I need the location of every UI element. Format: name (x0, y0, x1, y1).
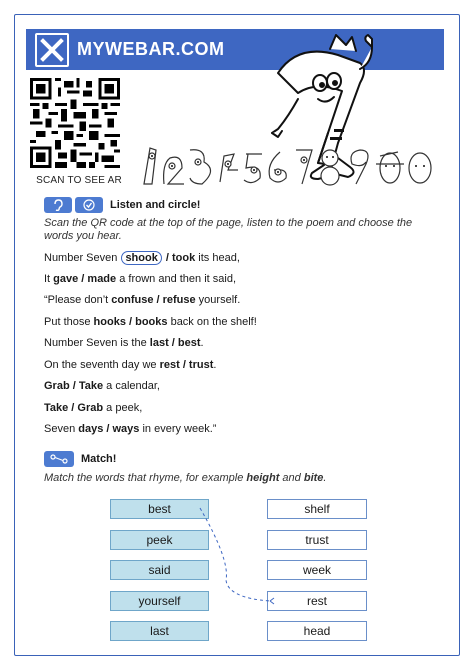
match-left-word[interactable]: yourself (110, 591, 209, 611)
poem-line (44, 423, 216, 435)
match-right-word[interactable]: rest (267, 591, 367, 611)
match-section-header (44, 451, 116, 467)
match-instruction (44, 472, 326, 485)
poem-text: “Please don’t (44, 294, 112, 306)
word-choice-options[interactable]: rest / trust (159, 358, 214, 371)
listen-title: Listen and circle! (110, 199, 201, 211)
poem-text: back on the shelf! (167, 315, 257, 328)
poem-text: yourself. (195, 294, 241, 306)
word-choice-options[interactable]: gave / made (53, 272, 117, 285)
match-instruction-end: . (323, 472, 327, 484)
poem-line (44, 316, 257, 328)
ear-icon (44, 197, 72, 213)
poem-text: in every week.” (139, 423, 217, 435)
brand-logo-icon (35, 33, 69, 67)
listen-section-header (44, 197, 200, 213)
poem-text: . (213, 358, 217, 371)
word-choice-options[interactable]: confuse / refuse (111, 294, 196, 306)
match-left-word[interactable]: best (110, 499, 209, 519)
word-choice-options[interactable]: days / ways (78, 423, 140, 435)
poem-text: It (44, 272, 54, 285)
match-right-word[interactable]: shelf (267, 499, 367, 519)
word-choice-options[interactable]: Grab / Take (44, 380, 104, 392)
poem-text: a peek, (103, 401, 143, 414)
poem-line (44, 273, 236, 285)
poem-text: . (200, 337, 204, 349)
match-left-word[interactable]: peek (110, 530, 209, 550)
poem-line (44, 251, 240, 265)
example-word-b: bite (303, 472, 324, 484)
match-right-word[interactable]: head (267, 621, 367, 641)
connect-icon (44, 451, 74, 467)
word-choice-options[interactable]: Take / Grab (44, 401, 104, 414)
match-left-word[interactable]: said (110, 560, 209, 580)
circled-word-option[interactable]: shook (121, 251, 161, 265)
check-icon (75, 197, 103, 213)
qr-code[interactable] (30, 78, 120, 168)
listen-instruction: Scan the QR code at the top of the page, listen to the poem and choose the words you hear. (44, 217, 413, 242)
poem-line (44, 402, 142, 414)
poem-line (44, 359, 216, 371)
number-characters-illustration (140, 140, 442, 188)
match-right-word[interactable]: week (267, 560, 367, 580)
word-choice-options[interactable]: / took (162, 252, 196, 264)
poem-line (44, 294, 240, 306)
poem-text: Number Seven (44, 252, 121, 264)
match-instruction-mid: and (279, 472, 304, 484)
example-word-a: height (246, 472, 280, 484)
poem-text: Put those (44, 315, 94, 328)
poem-text: On the seventh day we (44, 358, 160, 371)
brand-name: MYWEBAR.COM (77, 39, 225, 59)
poem-text: Seven (44, 423, 79, 435)
word-choice-options[interactable]: hooks / books (93, 315, 168, 328)
qr-caption: SCAN TO SEE AR (36, 175, 122, 186)
poem-text: a calendar, (103, 380, 160, 392)
match-left-word[interactable]: last (110, 621, 209, 641)
poem-line (44, 380, 160, 392)
poem-text: its head, (195, 252, 240, 264)
match-title: Match! (81, 453, 117, 465)
poem-text: a frown and then it said, (116, 272, 237, 285)
word-choice-options[interactable]: last / best (149, 337, 201, 349)
match-instruction-text: Match the words that rhyme, for example (44, 472, 247, 484)
match-right-word[interactable]: trust (267, 530, 367, 550)
poem-text: Number Seven is the (44, 337, 150, 349)
poem-line (44, 337, 204, 349)
